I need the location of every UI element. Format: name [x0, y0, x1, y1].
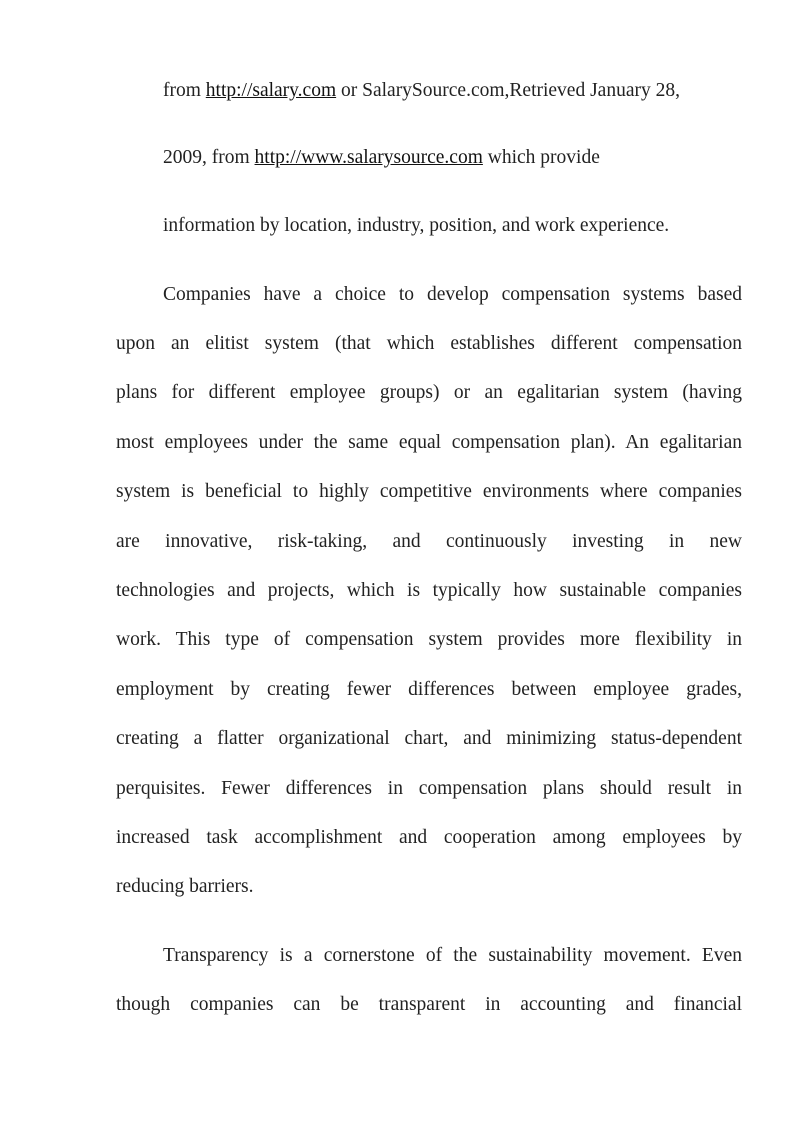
reference-line-1 — [163, 79, 680, 103]
salarysource-link[interactable]: http://www.salarysource.com — [254, 147, 483, 168]
paragraph-line: Companies have a choice to develop compensation systems based — [163, 284, 742, 305]
reference-line-2 — [163, 146, 600, 170]
paragraph-line: work. This type of compensation system provides more flexibility in — [116, 629, 742, 650]
paragraph-line: increased task accomplishment and cooperation among employees by — [116, 827, 742, 848]
paragraph-line: though companies can be transparent in accounting and financial — [116, 994, 742, 1015]
paragraph-line: perquisites. Fewer differences in compensation plans should result in — [116, 778, 742, 799]
paragraph-line: system is beneficial to highly competitive environments where companies — [116, 481, 742, 502]
paragraph-line: are innovative, risk-taking, and continuously investing in new — [116, 531, 742, 552]
paragraph-line: Transparency is a cornerstone of the sustainability movement. Even — [163, 945, 742, 966]
paragraph-line: most employees under the same equal compensation plan). An egalitarian — [116, 432, 742, 453]
salary-com-link[interactable]: http://salary.com — [205, 80, 337, 101]
paragraph-line: plans for different employee groups) or an egalitarian system (having — [116, 382, 742, 403]
reference-text: or SalarySource.com,Retrieved January 28, — [336, 80, 680, 101]
paragraph-line: upon an elitist system (that which establishes different compensation — [116, 333, 742, 354]
reference-line-3: information by location, industry, position, and work experience. — [163, 215, 670, 236]
paragraph-line: technologies and projects, which is typically how sustainable companies — [116, 580, 742, 601]
paragraph-line: employment by creating fewer differences between employee grades, — [116, 679, 742, 700]
reference-text: from — [163, 80, 206, 101]
reference-text: 2009, from — [163, 147, 255, 168]
reference-text: which provide — [482, 147, 600, 168]
paragraph-line: creating a flatter organizational chart, and minimizing status-dependent — [116, 728, 742, 749]
paragraph-line: reducing barriers. — [116, 876, 254, 897]
